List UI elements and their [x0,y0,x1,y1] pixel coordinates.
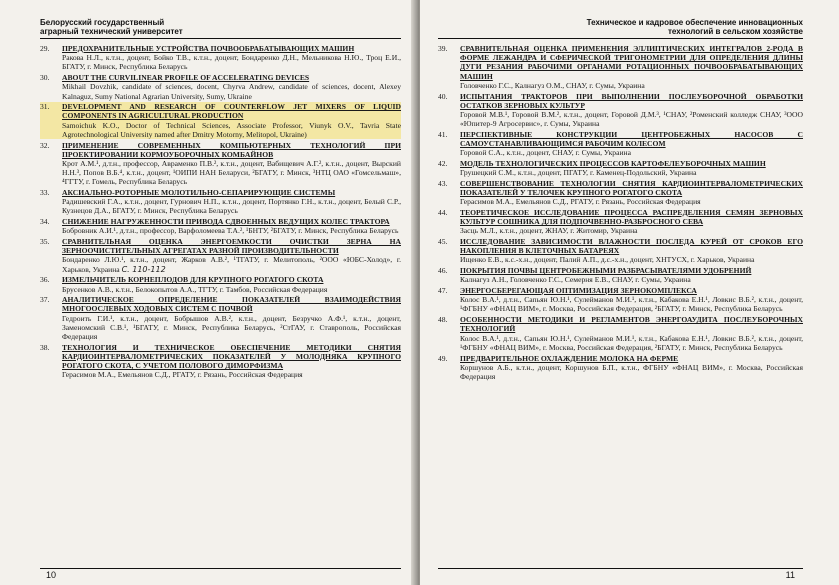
entry-title: ABOUT THE CURVILINEAR PROFILE OF ACCELERATING DEVICES [62,73,310,83]
header-line: Техническое и кадровое обеспечение инновационных [586,18,803,27]
entry-authors [62,121,401,139]
entry-title: ПЕРСПЕКТИВНЫЕ КОНСТРУКЦИИ ЦЕНТРОБЕЖНЫХ НАСОСОВ С САМОУСТАНАВЛИВАЮЩИМСЯ РАБОЧИМ КОЛЕСОМ [460,129,803,149]
entry-authors-text: Ищенко Е.В., к.с.-х.н., доцент, Палий А.П., д.с.-х.н., доцент, ХНТУСХ, г. Харьков, Украина [460,255,755,265]
entry-title: ПРИМЕНЕНИЕ СОВРЕМЕННЫХ КОМПЬЮТЕРНЫХ ТЕХНОЛОГИЙ ПРИ ПРОЕКТИРОВАНИИ КОРМОУБОРОЧНЫХ КОМБАЙНОВ [62,140,401,159]
entry-authors-text: Засць М.Л., к.т.н., доцент, ЖНАУ, г. Житомир, Украина [460,226,638,236]
entry-authors-text: Коршунов А.Б., к.т.н., доцент, Коршунов Б.П., к.т.н., ФГБНУ «ФНАЦ ВИМ», г. Москва, Российская Федерация [460,362,803,381]
handwritten-note: С. 110-112 [121,264,166,274]
entry-authors-text: Колос В.А.¹, д.т.н., Сапьян Ю.Н.¹, Сулейманов М.И.¹, к.т.н., Кабакова Е.Н.¹, Ловкис В.Б.², к.т.н., доцент, ¹ФГБНУ «ФНАЦ ВИМ», г. Москва, Российская Федерация, ²БГАТУ, г. Минск, Республика Беларусь [460,333,803,352]
entry-body [62,44,401,72]
toc-entry [438,92,803,129]
toc-entry [438,179,803,207]
entry-number: 48. [438,315,448,325]
toc-entry [40,275,401,293]
toc-entry [438,208,803,236]
entry-title: ИЗМЕЛЬЧИТЕЛЬ КОРНЕПЛОДОВ ДЛЯ КРУПНОГО РОГАТОГО СКОТА [62,275,324,285]
entry-authors-text: Грушецкий С.М., к.т.н., доцент, ПГАТУ, г. Каменец-Подольский, Украина [460,168,697,178]
entry-body [62,102,401,139]
entry-body [62,275,401,293]
right-entries [438,44,803,381]
entry-number: 44. [438,207,448,217]
footer-rule [438,568,803,569]
entry-authors-text: Крот А.М.¹, д.т.н., профессор, Авраменко П.В.², к.т.н., доцент, Вабищевич А.Г.², к.т.н., доцент, Вырский Н.Н.³, Попов В.Б.⁴, к.т.н., доцент, ¹ОИПИ НАН Беларуси, ²БГАТУ, г. Минск, ³НТЦ ОАО «Гомсельмаш», ⁴ГГТУ, г. Гомель, Республика Беларусь [62,158,401,187]
entry-authors [460,334,803,352]
entry-title: ТЕОРЕТИЧЕСКОЕ ИССЛЕДОВАНИЕ ПРОЦЕССА РАСПРЕДЕЛЕНИЯ СЕМЯН ЗЕРНОВЫХ КУЛЬТУР СОШНИКА ДЛЯ ПОДПОЧВЕННО-РАЗБРОСНОГО СЕВА [460,207,803,227]
entry-authors [460,168,803,177]
entry-authors [460,81,803,90]
entry-body [62,295,401,341]
toc-entry [40,217,401,235]
entry-body [62,141,401,187]
entry-title: СРАВНИТЕЛЬНАЯ ОЦЕНКА ЭНЕРГОЕМКОСТИ ОЧИСТКИ ЗЕРНА НА ЗЕРНООЧИСТИТЕЛЬНЫХ АГРЕГАТАХ РАЗНОЙ ПРОИЗВОДИТЕЛЬНОСТИ [62,237,401,256]
entry-authors [62,370,401,379]
toc-entry [438,159,803,177]
entry-title: ИСПЫТАНИЯ ТРАКТОРОВ ПРИ ВЫПОЛНЕНИИ ПОСЛЕУБОРОЧНОЙ ОБРАБОТКИ ОСТАТКОВ ЗЕРНОВЫХ КУЛЬТУР [460,91,803,110]
header-line: аграрный технический университет [40,27,183,36]
entry-number: 49. [438,353,448,363]
entry-body [460,92,803,129]
entry-title: ОСОБЕННОСТИ МЕТОДИКИ И РЕГЛАМЕНТОВ ЭНЕРГОАУДИТА ПОСЛЕУБОРОЧНЫХ ТЕХНОЛОГИЙ [460,315,803,334]
entry-title: ПОКРЫТИЯ ПОЧВЫ ЦЕНТРОБЕЖНЫМИ РАЗБРАСЫВАТЕЛЯМИ УДОБРЕНИЙ [460,266,752,276]
entry-authors-text: Бондаренко Л.Ю.¹, к.т.н., доцент, Жарков А.В.², ¹ТГАТУ, г. Мелитополь, ²ООО «ЮБС-Холод», г. Харьков, Украина [62,255,401,274]
entry-authors [62,285,401,294]
left-page-header [40,18,401,39]
entry-body [62,217,401,235]
entry-body [62,237,401,274]
entry-authors-text: Бобровник А.И.¹, д.т.н., профессор, Варфоломеева Т.А.², ¹БНТУ, ²БГАТУ, г. Минск, Республика Беларусь [62,226,399,236]
entry-body [62,73,401,101]
entry-authors [62,255,401,273]
entry-title: СОВЕРШЕНСТВОВАНИЕ ТЕХНОЛОГИИ СНЯТИЯ КАРДИОИНТЕРВАЛОМЕТРИЧЕСКИХ ПОКАЗАТЕЛЕЙ У ТЕЛОЧЕК КРУПНОГО РОГАТОГО СКОТА [460,178,803,198]
entry-title: ИССЛЕДОВАНИЕ ЗАВИСИМОСТИ ВЛАЖНОСТИ ПОСЛЕДА КУРЕЙ ОТ СРОКОВ ЕГО НАКОПЛЕНИЯ В КЛЕТОЧНЫХ БАТАРЕЯХ [460,237,803,256]
toc-entry [40,141,401,187]
entry-authors [62,159,401,187]
entry-title: ТЕХНОЛОГИЯ И ТЕХНИЧЕСКОЕ ОБЕСПЕЧЕНИЕ МЕТОДИКИ СНЯТИЯ КАРДИОИНТЕРВАЛОМЕТРИЧЕСКИХ ПОКАЗАТЕЛЕЙ У МОЛОДНЯКА КРУПНОГО РОГАТОГО СКОТА, С УЧЕТОМ ПОЛОВОГО ДИМОРФИЗМА [62,342,401,371]
entry-title: АНАЛИТИЧЕСКОЕ ОПРЕДЕЛЕНИЕ ПОКАЗАТЕЛЕЙ ВЗАИМОДЕЙСТВИЯ МНОГООСЛЕВЫХ ХОДОВЫХ СИСТЕМ С ПОЧВОЙ [62,295,401,314]
entry-number: 29. [40,44,50,53]
entry-body [460,286,803,314]
entry-body [460,159,803,177]
entry-number: 40. [438,91,448,101]
entry-authors [460,197,803,206]
entry-number: 37. [40,295,50,305]
entry-body [460,179,803,207]
entry-title: СРАВНИТЕЛЬНАЯ ОЦЕНКА ПРИМЕНЕНИЯ ЭЛЛИПТИЧЕСКИХ ИНТЕГРАЛОВ 2-РОДА В ФОРМЕ ЛЕЖАНДРА И СФЕРИЧЕСКОЙ ТРИГОНОМЕТРИИ ДЛЯ ОПРЕДЕЛЕНИЯ ДЛИНЫ ДУГИ РЕЗАНИЯ РАБОЧИМИ ОРГАНАМИ РОТАЦИОННЫХ ПОЧВООБРАБАТЫВАЮЩИХ МАШИН [460,44,803,81]
entry-title: ЭНЕРГОСБЕРЕГАЮЩАЯ ОПТИМИЗАЦИЯ ЗЕРНОКОМПЛЕКСА [460,286,697,296]
toc-entry [40,188,401,216]
entry-authors [460,110,803,128]
toc-entry [40,44,401,72]
entry-authors [460,295,803,313]
entry-authors [62,226,401,235]
page-number: 10 [46,570,57,580]
entry-authors [62,53,401,71]
toc-entry [40,73,401,101]
entry-authors [460,148,803,157]
entry-authors [460,363,803,381]
entry-authors [62,314,401,342]
entry-authors-text: Головченко Г.С., Калнагуз О.М., СНАУ, г. Сумы, Украина [460,80,645,90]
entry-body [460,354,803,382]
toc-entry [40,102,401,139]
entry-authors [460,255,803,264]
left-page [0,0,415,585]
header-line: Белорусский государственный [40,18,165,27]
entry-number: 42. [438,158,448,168]
entry-authors [460,275,803,284]
toc-entry [40,295,401,341]
entry-authors-text: Гедроить Г.И.¹, к.т.н., доцент, Бобрышов А.В.², к.т.н., доцент, Безручко А.Ф.¹, к.т.н., доцент, Заменомский С.В.¹, ¹БГАТУ, г. Минск, Республика Беларусь, ²СтГАУ, г. Ставрополь, Российская Федерация [62,313,401,342]
entry-authors-text: Герасимов М.А., Емельянов С.Д., РГАТУ, г. Рязань, Российская Федерация [62,370,303,380]
footer-rule [40,568,401,569]
entry-body [62,188,401,216]
entry-number: 45. [438,237,448,247]
header-line: технологий в сельском хозяйстве [667,27,803,36]
entry-number: 33. [40,188,50,198]
entry-authors-text: Брусенков А.В., к.т.н., Белокопытов А.А., ТГТУ, г. Тамбов, Российская Федерация [62,284,328,294]
toc-entry [438,315,803,352]
entry-title: DEVELOPMENT AND RESEARCH OF COUNTERFLOW JET MIXERS OF LIQUID COMPONENTS IN AGRICULTURAL PRODUCTION [62,102,401,121]
entry-body [460,266,803,284]
entry-title: АКСИАЛЬНО-РОТОРНЫЕ МОЛОТИЛЬНО-СЕПАРИРУЮЩИЕ СИСТЕМЫ [62,188,336,198]
entry-number: 35. [40,237,50,247]
entry-number: 47. [438,286,448,296]
entry-authors-text: Герасимов М.А., Емельянов С.Д., РГАТУ, г. Рязань, Российская Федерация [460,197,701,207]
entry-number: 31. [40,102,62,139]
right-page [420,0,839,585]
entry-body [460,237,803,265]
entry-title: СНИЖЕНИЕ НАГРУЖЕННОСТИ ПРИВОДА СДВОЕННЫХ ВЕДУЩИХ КОЛЕС ТРАКТОРА [62,217,390,227]
entry-authors [62,197,401,215]
entry-body [62,343,401,380]
right-page-header [438,18,803,39]
entry-body [460,130,803,158]
entry-title: ПРЕДОХРАНИТЕЛЬНЫЕ УСТРОЙСТВА ПОЧВООБРАБАТЫВАЮЩИХ МАШИН [62,44,355,53]
entry-authors-text: Горовой М.В.¹, Горовой В.М.², к.т.н., доцент, Горовой Д.М.³, ¹СНАУ, ²Роменский колледж СНАУ, ³ООО «Юпитер-9 Агросервис», г. Сумы, Украина [460,109,803,129]
entry-authors-text: Колос В.А.¹, д.т.н., Сапьян Ю.Н.¹, Сулейманов М.И.¹, к.т.н., Кабакова Е.Н.¹, Ловкис В.Б.², к.т.н., доцент, ¹ФГБНУ «ФНАЦ ВИМ», г. Москва, Российская Федерация, ²БГАТУ, г. Минск, Республика Беларусь [460,295,803,314]
entry-number: 46. [438,266,448,276]
page-number: 11 [785,570,795,580]
entry-body [460,315,803,352]
toc-entry [438,237,803,265]
entry-body [460,208,803,236]
toc-entry [438,44,803,90]
entry-authors-text: Mikhail Dovzhik, candidate of sciences, docent, Chyrva Andrew, candidate of sciences, docent, Alexey Kalnaguz, Sumy National Agrarian University, Sumy, Ukraine [62,82,401,101]
entry-authors-text: Горовой С.А., к.т.н., доцент, СНАУ, г. Сумы, Украина [460,148,631,158]
entry-authors-text: Ракова Н.Л., к.т.н., доцент, Бойко Т.В., к.т.н., доцент, Бондаренко Д.Н., Мельникова Н.Ю., Троц Е.И., БГАТУ, г. Минск, Республика Беларусь [62,53,401,72]
entry-number: 39. [438,44,448,53]
left-entries [40,44,401,380]
entry-number: 41. [438,129,448,139]
entry-authors-text: Радишевский Г.А., к.т.н., доцент, Гурнович Н.П., к.т.н., доцент, Портянко Г.Н., к.т.н., доцент, Белый С.Р., Кузнецов Д.А., БГАТУ, г. Минск, Республика Беларусь [62,197,401,216]
entry-number: 30. [40,73,50,83]
entry-number: 34. [40,217,50,227]
entry-body [460,44,803,90]
entry-title: МОДЕЛЬ ТЕХНОЛОГИЧЕСКИХ ПРОЦЕССОВ КАРТОФЕЛЕУБОРОЧНЫХ МАШИН [460,158,766,168]
toc-entry [438,130,803,158]
toc-entry [40,237,401,274]
entry-authors-text: Калнагуз А.Н., Головченко Г.С., Семерня Е.В., СНАУ, г. Сумы, Украина [460,275,691,285]
entry-number: 43. [438,178,448,188]
toc-entry [40,343,401,380]
entry-number: 38. [40,342,50,352]
entry-number: 36. [40,275,50,285]
entry-authors [62,82,401,100]
toc-entry [438,354,803,382]
entry-authors [460,226,803,235]
toc-entry [438,266,803,284]
entry-title: ПРЕДВАРИТЕЛЬНОЕ ОХЛАЖДЕНИЕ МОЛОКА НА ФЕРМЕ [460,353,679,363]
entry-authors-text: Samoichuk K.O., Doctor of Technical Sciences, Associate Professor, Viunyk O.V., Tavria State Agrotechnological University named after Dmitry Motorny, Melitopol, Ukraine) [62,120,401,139]
toc-entry [438,286,803,314]
entry-number: 32. [40,140,50,150]
